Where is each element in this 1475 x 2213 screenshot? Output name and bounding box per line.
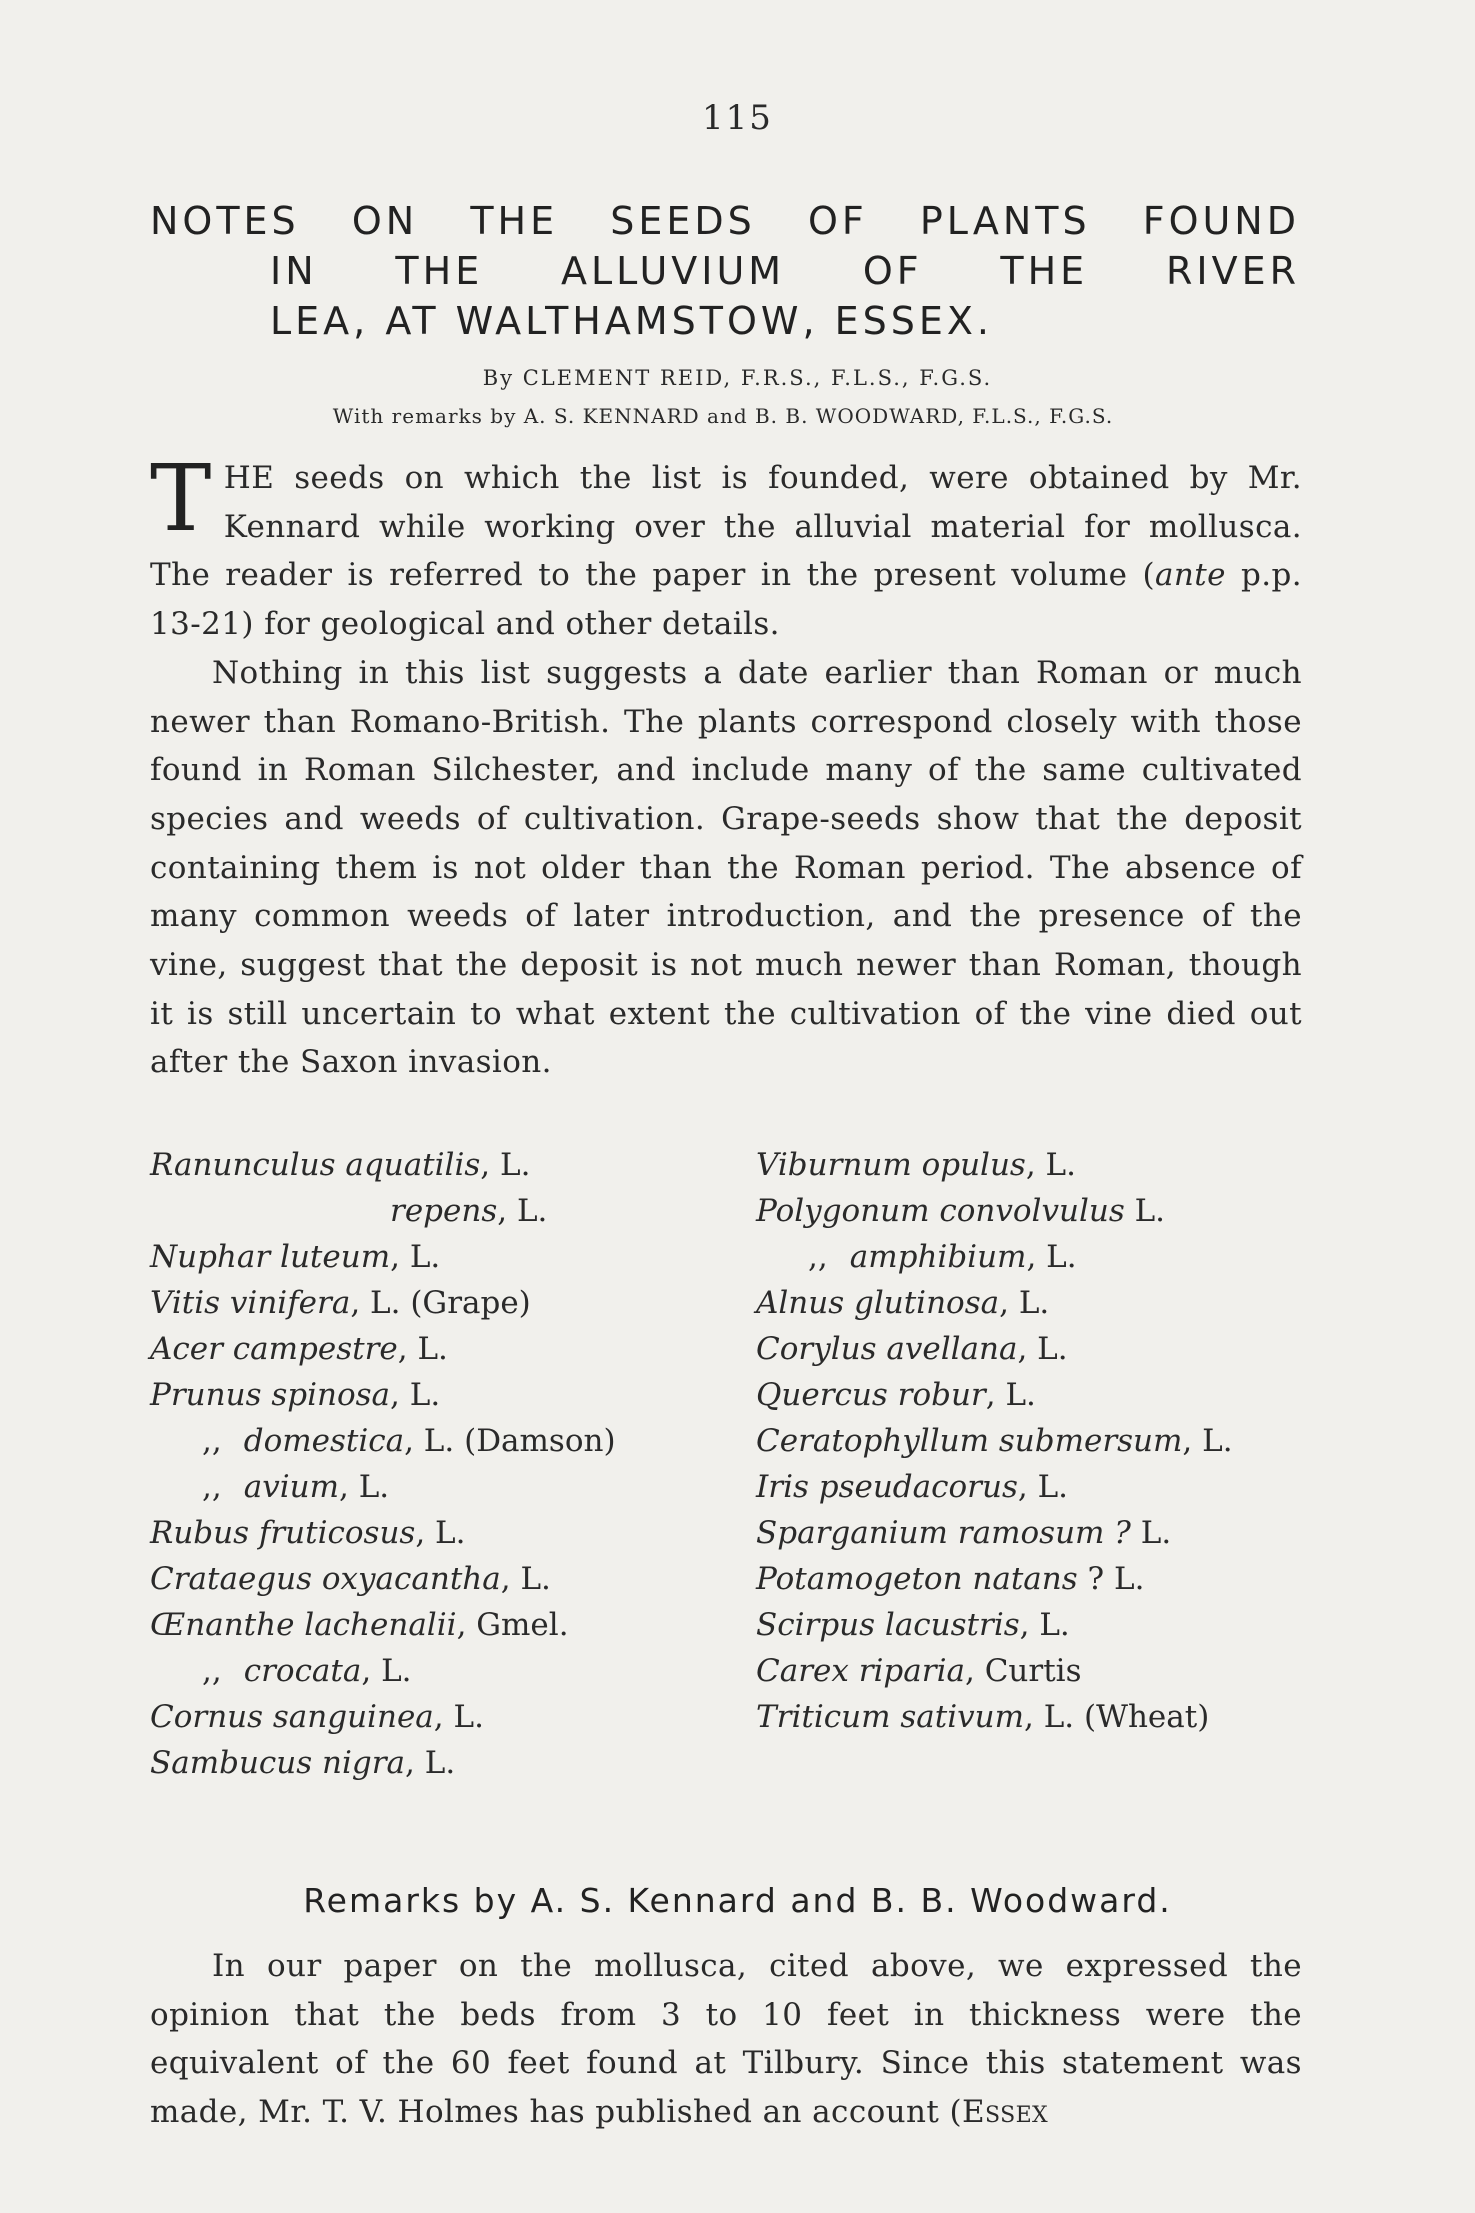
species-name: Triticum sativum xyxy=(756,1699,1024,1735)
authority: , L. xyxy=(480,1147,531,1183)
plant-list-item xyxy=(150,1188,710,1234)
authority: , L. xyxy=(497,1193,548,1229)
ditto-mark: ,, xyxy=(202,1469,222,1505)
authority: , L. xyxy=(999,1285,1050,1321)
species-name: amphibium xyxy=(849,1239,1027,1275)
intro-text xyxy=(150,445,1302,1087)
authority: , L. xyxy=(1025,1147,1076,1183)
plant-list-item xyxy=(756,1464,1316,1510)
authority: L. xyxy=(1124,1193,1166,1229)
plant-list-item xyxy=(756,1510,1316,1556)
authority: , L. xyxy=(1026,1239,1077,1275)
title-line-3: LEA, AT WALTHAMSTOW, ESSEX. xyxy=(270,299,994,343)
authority: , L. (Damson) xyxy=(404,1423,616,1459)
paragraph-3 xyxy=(150,1942,1302,2137)
species-name: Sparganium ramosum ? xyxy=(756,1515,1131,1551)
authority: , L. xyxy=(433,1699,484,1735)
plant-list-item xyxy=(756,1372,1316,1418)
paragraph-1-italic: ante xyxy=(1155,557,1226,594)
species-name: Sambucus nigra xyxy=(150,1745,406,1781)
authority: , L. xyxy=(415,1515,466,1551)
authority: , L. xyxy=(397,1331,448,1367)
authority: , L. xyxy=(1017,1469,1069,1505)
authority: , L. xyxy=(985,1377,1036,1413)
title-line-2: IN THE ALLUVIUM OF THE RIVER xyxy=(270,249,1300,293)
remarks-credit: With remarks by A. S. KENNARD and B. B. WOODWARD, F.L.S., F.G.S. xyxy=(332,404,1114,428)
plant-list-item xyxy=(756,1234,1316,1280)
species-name: Alnus glutinosa xyxy=(756,1285,1000,1321)
plant-list-item xyxy=(150,1602,710,1648)
species-name: Cornus sanguinea xyxy=(150,1699,434,1735)
authority: , L. (Grape) xyxy=(350,1285,531,1321)
species-name: Vitis vinifera xyxy=(150,1285,351,1321)
species-name: Quercus robur xyxy=(756,1377,986,1413)
species-name: Ceratophyllum submersum xyxy=(756,1423,1183,1459)
plant-list-right xyxy=(756,1142,1316,1740)
plant-list-item xyxy=(150,1510,710,1556)
plant-list-item xyxy=(756,1694,1316,1740)
authority: , L. xyxy=(1182,1423,1233,1459)
drop-cap: T xyxy=(150,445,212,552)
plant-list-item xyxy=(756,1602,1316,1648)
title-line-1: NOTES ON THE SEEDS OF PLANTS FOUND xyxy=(150,199,1300,243)
authority: , L. xyxy=(339,1469,390,1505)
plant-list-item xyxy=(756,1418,1316,1464)
species-name: Scirpus lacustris xyxy=(756,1607,1020,1643)
plant-list-item xyxy=(150,1648,710,1694)
species-name: avium xyxy=(243,1469,339,1505)
plant-list-item xyxy=(756,1280,1316,1326)
paragraph-1-text-b: p.p. 13-21) for geological and other details. xyxy=(150,557,1302,643)
paragraph-1-text-a: HE seeds on which the list is founded, were obtained by Mr. Kennard while working over the alluvial material for mollusca. The reader is referred to the paper in the present volume ( xyxy=(150,460,1302,594)
species-name: Acer campestre xyxy=(150,1331,398,1367)
species-name: Polygonum convolvulus xyxy=(756,1193,1125,1229)
species-name: crocata xyxy=(243,1653,362,1689)
species-name: Crataegus oxyacantha xyxy=(150,1561,501,1597)
plant-list-item xyxy=(150,1280,710,1326)
plant-list-item xyxy=(756,1188,1316,1234)
species-name: Carex riparia xyxy=(756,1653,965,1689)
species-name: repens xyxy=(390,1193,498,1229)
remarks-text xyxy=(150,1942,1302,2137)
species-name: Iris pseudacorus xyxy=(756,1469,1018,1505)
ditto-mark: ,, xyxy=(202,1653,222,1689)
species-name: Viburnum opulus xyxy=(756,1147,1026,1183)
authority: , L. xyxy=(405,1745,456,1781)
authority: , L. xyxy=(500,1561,551,1597)
authority: , L. xyxy=(390,1239,441,1275)
article-title xyxy=(150,196,1300,346)
species-name: Œnanthe lachenalii xyxy=(150,1607,457,1643)
species-name: Rubus fruticosus xyxy=(150,1515,416,1551)
plant-list-item xyxy=(150,1142,710,1188)
plant-list-item xyxy=(150,1464,710,1510)
plant-list-item xyxy=(150,1372,710,1418)
remarks-heading: Remarks by A. S. Kennard and B. B. Woodward. xyxy=(303,1881,1172,1920)
authority: , Gmel. xyxy=(456,1607,569,1643)
ditto-mark: ,, xyxy=(808,1239,828,1275)
author-byline: By CLEMENT REID, F.R.S., F.L.S., F.G.S. xyxy=(482,366,993,390)
authority: ? L. xyxy=(1077,1561,1145,1597)
authority: , L. (Wheat) xyxy=(1024,1699,1210,1735)
plant-list-item xyxy=(756,1142,1316,1188)
page-number: 115 xyxy=(702,98,773,138)
plant-list-item xyxy=(150,1740,710,1786)
plant-list-item xyxy=(150,1556,710,1602)
authority: , L. xyxy=(361,1653,412,1689)
species-name: Nuphar luteum xyxy=(150,1239,391,1275)
species-name: Corylus avellana xyxy=(756,1331,1018,1367)
species-name: Ranunculus aquatilis xyxy=(150,1147,481,1183)
authority: , L. xyxy=(1017,1331,1068,1367)
authority: , Curtis xyxy=(964,1653,1082,1689)
plant-list-item xyxy=(150,1326,710,1372)
paragraph-3-smallcaps: Essex xyxy=(961,2094,1049,2131)
plant-list-item xyxy=(150,1694,710,1740)
authority: , L. xyxy=(390,1377,441,1413)
ditto-mark: ,, xyxy=(202,1423,222,1459)
plant-list-item xyxy=(756,1556,1316,1602)
plant-list-item xyxy=(150,1234,710,1280)
plant-list-left xyxy=(150,1142,710,1786)
plant-list-item xyxy=(756,1326,1316,1372)
plant-list-item xyxy=(150,1418,710,1464)
paragraph-2: Nothing in this list suggests a date earlier than Roman or much newer than Romano-British. The plants correspond closely with those found in Roman Silchester, and include many of the same cultivated species and weeds of cultivation. Grape-seeds show that the deposit containing them is not older than the Roman period. The absence of many common weeds of later introduction, and the presence of the vine, suggest that the deposit is not much newer than Roman, though it is still uncertain to what extent the cultivation of the vine died out after the Saxon invasion. xyxy=(150,654,1302,1081)
authority: , L. xyxy=(1019,1607,1070,1643)
paragraph-1 xyxy=(150,445,1302,649)
species-name: Potamogeton natans xyxy=(756,1561,1078,1597)
authority: L. xyxy=(1130,1515,1172,1551)
plant-list-item xyxy=(756,1648,1316,1694)
paragraph-3-text: In our paper on the mollusca, cited above, we expressed the opinion that the beds from 3 to 10 feet in thickness were the equivalent of the 60 feet found at Tilbury. Since this statement was made, Mr. T. V. Holmes has published an account ( xyxy=(150,1948,1302,2131)
species-name: Prunus spinosa xyxy=(150,1377,391,1413)
species-name: domestica xyxy=(243,1423,405,1459)
